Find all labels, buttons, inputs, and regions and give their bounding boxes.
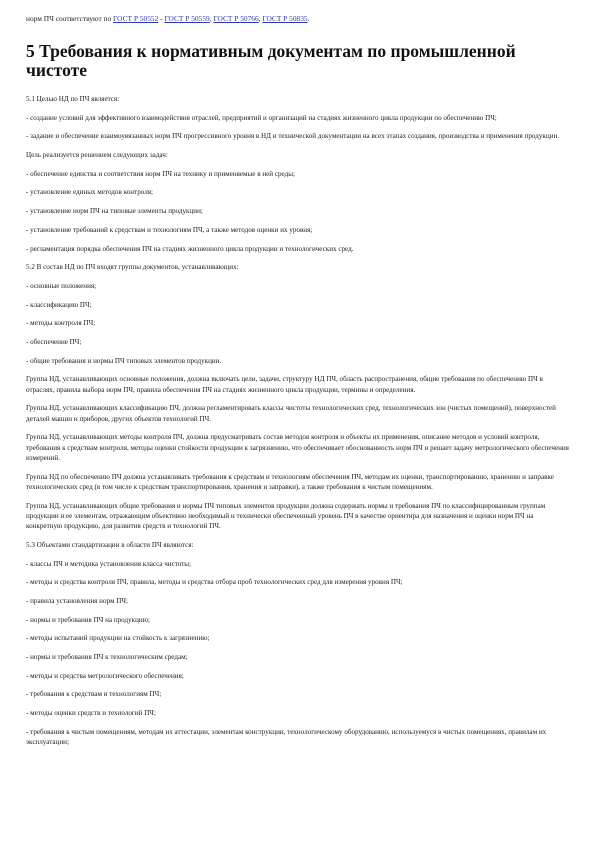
paragraph: - требования к средствам и технологиям ПЧ; (26, 690, 162, 699)
paragraph: - методы испытаний продукции на стойкость к загрязнению; (26, 634, 210, 643)
reference-prefix: норм ПЧ соответствуют по (26, 14, 114, 23)
link-gost-50552[interactable]: ГОСТ Р 50552 (113, 14, 159, 23)
paragraph: - методы оценки средств и технологий ПЧ; (26, 709, 156, 718)
link-separator: - (158, 14, 165, 23)
paragraph: - требования к чистым помещениям, методам их аттестации, элементам конструкции, технологическому оборудованию, используемуся в чистых помещениях, правилам их эксплуатации; (26, 727, 547, 746)
reference-line (26, 14, 571, 24)
paragraph: - классификацию ПЧ; (26, 300, 92, 309)
paragraph: - задание и обеспечение взаимоувязанных норм ПЧ прогрессивного уровня в НД и технической документации на всех этапах создания, производства и применения продукции. (26, 132, 560, 141)
paragraph: 5.2 В состав НД по ПЧ входят группы документов, устанавливающих: (26, 263, 239, 272)
paragraph: 5.3 Объектами стандартизации в области ПЧ являются: (26, 540, 194, 549)
paragraph: Группа НД, устанавливающих общие требования и нормы ПЧ типовых элементов продукции должна содержать нормы и требования ПЧ по классифицированным группам продукции и ее элементам, отражающим объективно необходимый и технически обеспеченный уровень ПЧ в качестве ориентира для назначения и оценки норм ПЧ на конкретную продукцию, для развития средств и технологий ПЧ. (26, 501, 546, 531)
paragraph: - методы и средства контроля ПЧ, правила, методы и средства отбора проб технологических сред для измерения уровня ПЧ; (26, 578, 403, 587)
paragraph: - методы контроля ПЧ; (26, 319, 96, 328)
paragraph: - нормы и требования ПЧ на продукцию; (26, 615, 150, 624)
link-gost-50766[interactable]: ГОСТ Р 50766 (213, 14, 259, 23)
paragraph: 5.1 Целью НД по ПЧ является: (26, 95, 120, 103)
paragraph: Цель реализуется решением следующих задач: (26, 151, 168, 160)
paragraph: - установление требований к средствам и технологиям ПЧ, а также методов оценки их уровня; (26, 225, 313, 234)
paragraph: - установление норм ПЧ на типовые элементы продукции; (26, 207, 203, 216)
link-gost-50835[interactable]: ГОСТ Р 50835 (262, 14, 308, 23)
paragraph: - регламентация порядка обеспечения ПЧ на стадиях жизненного цикла продукции и технологических сред. (26, 244, 354, 253)
paragraph: Группа НД, устанавливающих методы контроля ПЧ, должна предусматривать состав методов контроля и объекты их применения, описание методов и условий контроля, требования к средствам контроля, методы оценки стойкости продукции к загрязнению, что обеспечивает обоснованность норм ПЧ и решает задачу метрологического обеспечения измерений. (26, 433, 569, 462)
paragraph: - создание условий для эффективного взаимодействия отраслей, предприятий и организаций на стадиях жизненного цикла продукции по обеспечению ПЧ; (26, 113, 497, 122)
paragraph: Группа НД, устанавливающих основные положения, должна включать цели, задачи, структуру НД ПЧ, область распространения, общие требования по обеспечению ПЧ в отраслях, правила выбора норм ПЧ, правила обеспечения ПЧ на стадиях жизненного цикла продукции, термины и определения. (26, 375, 543, 394)
paragraph: - классы ПЧ и методика установления класса чистоты; (26, 559, 192, 568)
paragraph: - установление единых методов контроля; (26, 188, 153, 197)
paragraph: - обеспечение ПЧ; (26, 337, 82, 346)
section-body (26, 94, 571, 747)
reference-suffix: . (307, 14, 310, 23)
paragraph: - основные положения; (26, 281, 97, 290)
paragraph: - обеспечение единства и соответствия норм ПЧ на технику и применяемые в ней среды; (26, 169, 295, 178)
paragraph: - общие требования и нормы ПЧ типовых элементов продукции. (26, 356, 222, 365)
paragraph: Группа НД, устанавливающих классификацию ПЧ, должна регламентировать классы чистоты технологических сред, технологических зон (чистых помещений), поверхностей деталей машин и приборов, других объектов технологий ПЧ. (26, 404, 556, 423)
paragraph: - методы и средства метрологического обеспечения; (26, 671, 184, 680)
section-heading: 5 Требования к нормативным документам по промышленной чистоте (26, 41, 516, 80)
link-gost-50559[interactable]: ГОСТ Р 50559 (164, 14, 210, 23)
paragraph: - нормы и требования ПЧ к технологическим средам; (26, 652, 188, 661)
link-separator: , (209, 14, 214, 23)
paragraph: - правила установления норм ПЧ; (26, 596, 128, 605)
link-separator: , (258, 14, 263, 23)
paragraph: Группа НД по обеспечению ПЧ должна устанавливать требования к средствам и технологиям обеспечения ПЧ, методам их оценки, транспортированию, хранению и заправке технологических сред (в том числе к средствам транспортирования, хранения и заправки), а также требования к чистым помещениям. (26, 472, 554, 491)
